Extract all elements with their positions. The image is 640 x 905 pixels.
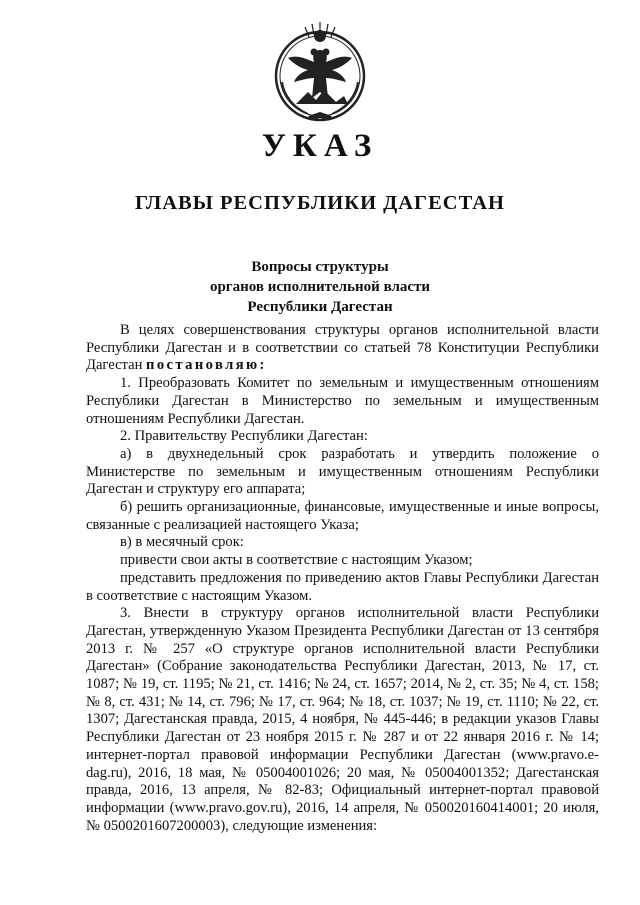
paragraph-1: 1. Преобразовать Комитет по земельным и имущественным отношениям Республики Дагестан в Министерство по земельным и имущественным отношениям Республики Дагестан. (86, 375, 599, 427)
paragraph-2c-1: привести свои акты в соответствие с настоящим Указом; (120, 552, 473, 569)
paragraph-2a: а) в двухнедельный срок разработать и утвердить положение о Министерстве по земельным и имущественным отношениям Республики Дагестан и структуру его аппарата; (86, 445, 599, 498)
decree-word: постановляю: (146, 357, 267, 374)
document-title: УКАЗ (261, 128, 379, 164)
intro-paragraph (86, 322, 599, 375)
document-subtitle: ГЛАВЫ РЕСПУБЛИКИ ДАГЕСТАН (135, 192, 505, 214)
decree-body (86, 322, 599, 835)
paragraph-2c: в) в месячный срок: (120, 534, 244, 551)
intro-text: В целях совершенствования структуры органов исполнительной власти Республики Дагестан и в соответствии со статьей 78 Конституции Республики Дагестан (86, 322, 599, 374)
heading-line-2: органов исполнительной власти (209, 279, 431, 295)
coat-of-arms-emblem (268, 20, 372, 128)
paragraph-2: 2. Правительству Республики Дагестан: (120, 428, 368, 445)
heading-line-1: Вопросы структуры (251, 259, 389, 275)
heading-line-3: Республики Дагестан (247, 299, 393, 315)
paragraph-3: 3. Внести в структуру органов исполнительной власти Республики Дагестан, утвержденную Указом Президента Республики Дагестан от 13 сентября 2013 г. № 257 «О структуре органов исполнительной власти Республики Дагестан» (Собрание законодательства Республики Дагестан, 2013, № 17, ст. 1087; № 19, ст. 1195; № 21, ст. 1416; № 24, ст. 1657; 2014, № 2, ст. 35; № 4, ст. 158; № 8, ст. 431; № 14, ст. 796; № 17, ст. 964; № 18, ст. 1037; № 19, ст. 1110; № 22, ст. 1307; Дагестанская правда, 2015, 4 ноября, № 445-446; в редакции указов Главы Республики Дагестан от 23 ноября 2015 г. № 287 и от 22 января 2016 г. № 14; интернет-портал правовой информации Республики Дагестан (www.pravo.e-dag.ru), 2016, 18 мая, № 05004001026; 20 мая, № 05004001352; Дагестанская правда, 2016, 13 апреля, № 82-83; Официальный интернет-портал правовой информации (www.pravo.gov.ru), 2016, 14 апреля, № 050020160414001; 20 июля, № 0500201607200003), следующие изменения: (86, 605, 599, 834)
decree-heading (0, 257, 640, 317)
paragraph-2c-2: представить предложения по приведению актов Главы Республики Дагестан в соответствие с настоящим Указом. (86, 569, 599, 604)
paragraph-2b: б) решить организационные, финансовые, имущественные и иные вопросы, связанные с реализацией настоящего Указа; (86, 499, 599, 533)
